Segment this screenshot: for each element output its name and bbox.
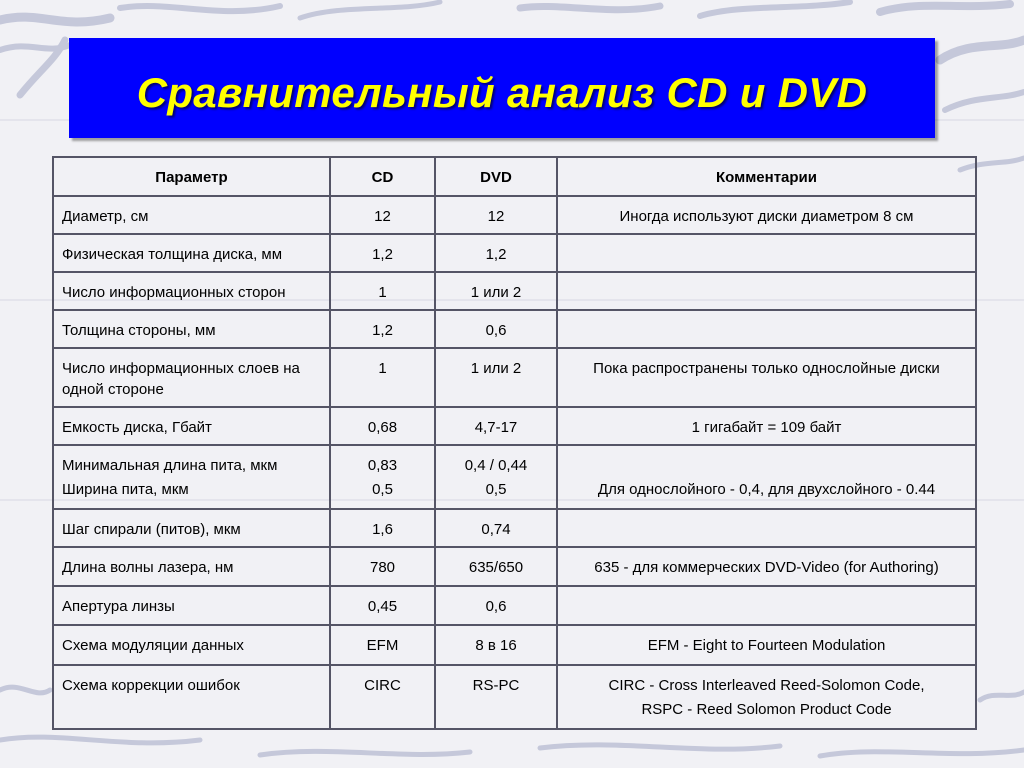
param-cell: Схема модуляции данных	[53, 625, 330, 665]
cd-cell: 1,2	[330, 310, 435, 348]
comment-line: CIRC - Cross Interleaved Reed-Solomon Code,	[608, 677, 925, 694]
dvd-cell: 1 или 2	[435, 272, 557, 310]
dvd-cell: 4,7-17	[435, 407, 557, 445]
dvd-cell: 12	[435, 196, 557, 234]
cd-cell	[330, 445, 435, 509]
cd-line: 0,83	[367, 457, 398, 474]
title-banner	[69, 38, 935, 138]
comment-cell	[557, 586, 976, 625]
table-row	[53, 445, 976, 509]
cd-cell: 1,2	[330, 234, 435, 272]
dvd-cell: 0,6	[435, 586, 557, 625]
dvd-cell: 635/650	[435, 547, 557, 586]
table-row	[53, 625, 976, 665]
table-row	[53, 547, 976, 586]
table-row	[53, 234, 976, 272]
param-cell: Диаметр, см	[53, 196, 330, 234]
cd-cell: EFM	[330, 625, 435, 665]
cd-cell: 1	[330, 272, 435, 310]
comment-cell: 635 - для коммерческих DVD-Video (for Authoring)	[557, 547, 976, 586]
dvd-line: 0,5	[485, 481, 507, 498]
dvd-cell: 0,6	[435, 310, 557, 348]
comment-cell: 1 гигабайт = 109 байт	[557, 407, 976, 445]
table-row	[53, 407, 976, 445]
param-cell	[53, 445, 330, 509]
cd-cell: 0,68	[330, 407, 435, 445]
cd-line: 0,5	[372, 481, 393, 498]
param-cell: Число информационных слоев на одной стороне	[53, 348, 330, 407]
comment-cell: Иногда используют диски диаметром 8 см	[557, 196, 976, 234]
param-cell: Шаг спирали (питов), мкм	[53, 509, 330, 547]
header-dvd: DVD	[435, 157, 557, 196]
param-cell: Толщина стороны, мм	[53, 310, 330, 348]
comment-text: Для однослойного - 0,4, для двухслойного - 0.44	[597, 481, 936, 498]
comment-cell	[557, 310, 976, 348]
dvd-line: 0,4 / 0,44	[464, 457, 528, 474]
slide-title: Сравнительный анализ CD и DVD	[136, 69, 868, 116]
table-row	[53, 348, 976, 407]
comment-cell	[557, 665, 976, 729]
dvd-cell: RS-PC	[435, 665, 557, 729]
param-cell: Емкость диска, Гбайт	[53, 407, 330, 445]
header-comment: Комментарии	[557, 157, 976, 196]
dvd-cell	[435, 445, 557, 509]
header-cd: CD	[330, 157, 435, 196]
param-cell: Число информационных сторон	[53, 272, 330, 310]
table-row	[53, 665, 976, 729]
cd-cell: 1,6	[330, 509, 435, 547]
table-header-row	[53, 157, 976, 196]
cd-cell: 12	[330, 196, 435, 234]
comment-cell	[557, 509, 976, 547]
param-line: Ширина пита, мкм	[62, 481, 189, 498]
param-cell: Схема коррекции ошибок	[53, 665, 330, 729]
param-cell: Апертура линзы	[53, 586, 330, 625]
table-row	[53, 272, 976, 310]
comment-cell: Пока распространены только однослойные диски	[557, 348, 976, 407]
table-row	[53, 310, 976, 348]
dvd-cell: 1,2	[435, 234, 557, 272]
dvd-cell: 0,74	[435, 509, 557, 547]
param-line: Минимальная длина пита, мкм	[62, 457, 278, 474]
cd-cell: 780	[330, 547, 435, 586]
param-cell: Длина волны лазера, нм	[53, 547, 330, 586]
table-row	[53, 509, 976, 547]
cd-cell: CIRC	[330, 665, 435, 729]
comment-line: RSPC - Reed Solomon Product Code	[641, 701, 892, 718]
comment-cell	[557, 445, 976, 509]
comment-cell	[557, 272, 976, 310]
dvd-cell: 1 или 2	[435, 348, 557, 407]
param-cell: Физическая толщина диска, мм	[53, 234, 330, 272]
header-param: Параметр	[53, 157, 330, 196]
comment-cell: EFM - Eight to Fourteen Modulation	[557, 625, 976, 665]
comment-cell	[557, 234, 976, 272]
comparison-table	[52, 156, 977, 730]
table-row	[53, 586, 976, 625]
table-row	[53, 196, 976, 234]
dvd-cell: 8 в 16	[435, 625, 557, 665]
cd-cell: 0,45	[330, 586, 435, 625]
cd-cell: 1	[330, 348, 435, 407]
